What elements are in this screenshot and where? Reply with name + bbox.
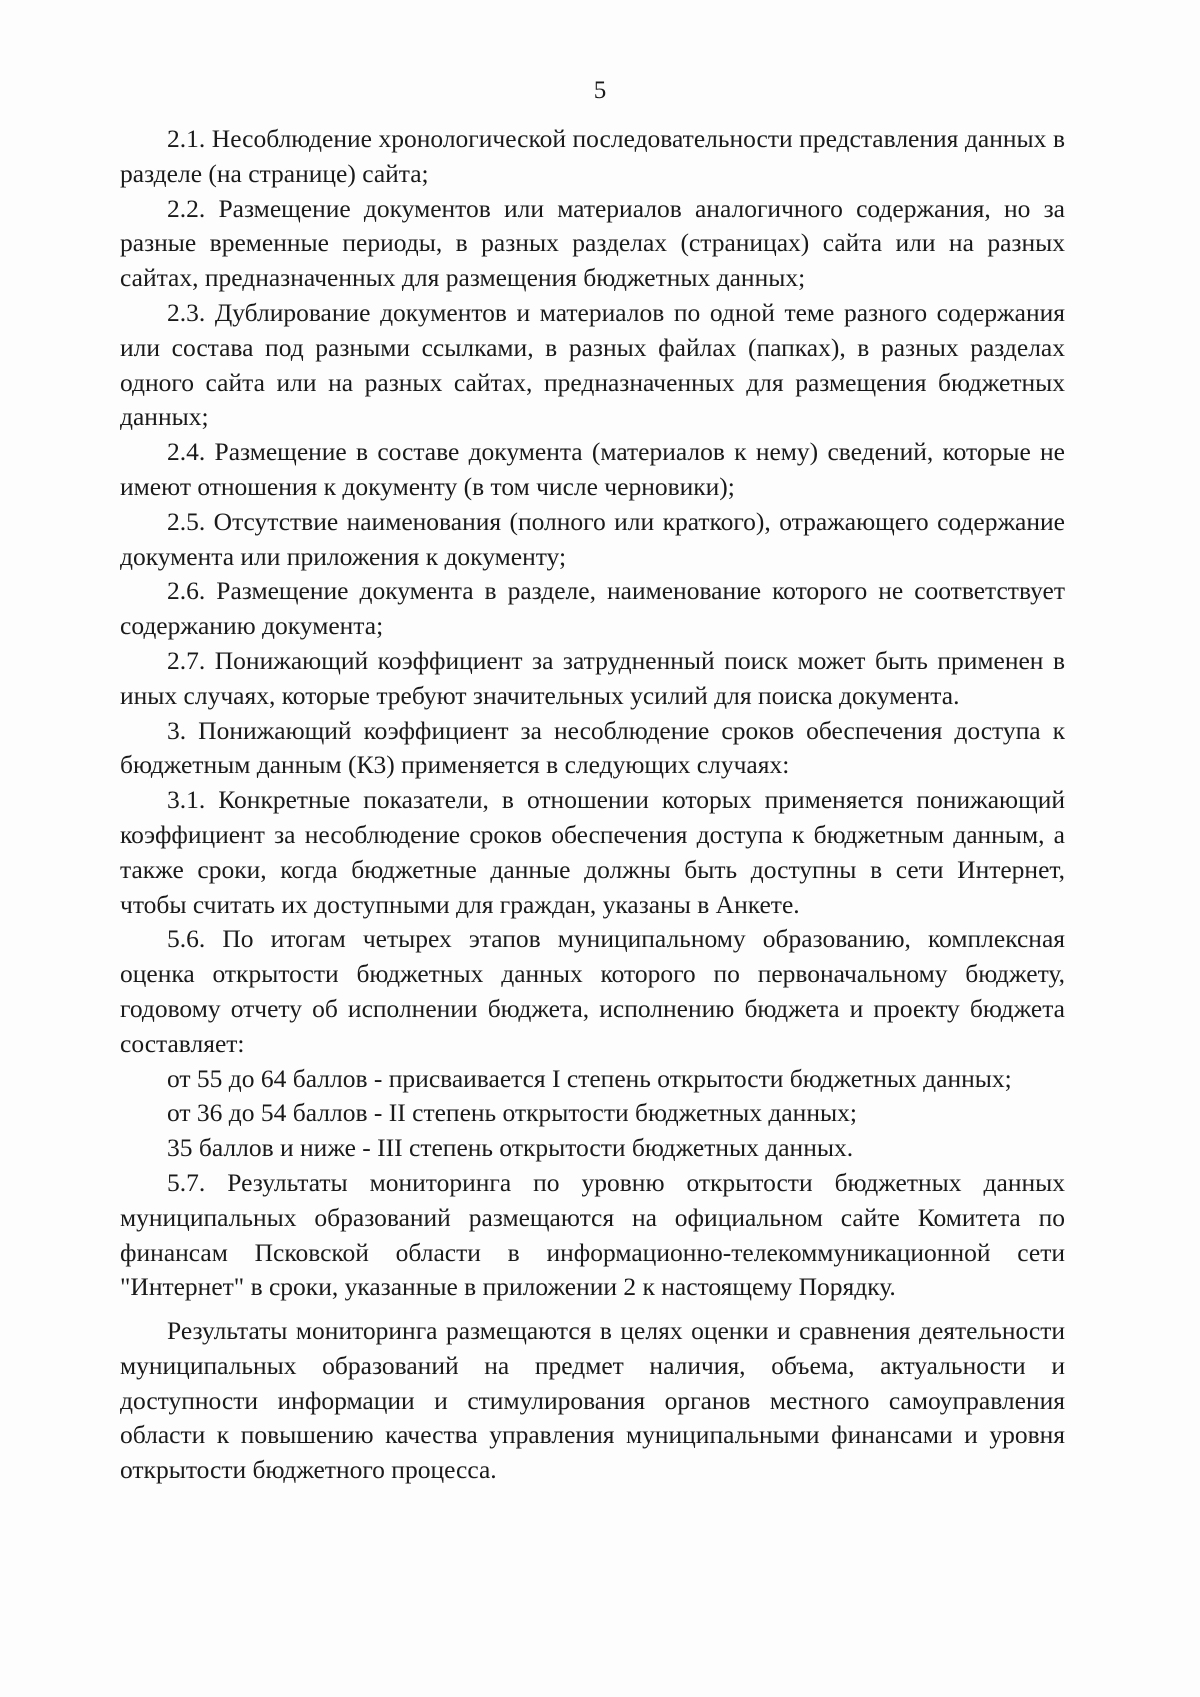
degree-two-line: от 36 до 54 баллов - II степень открытости бюджетных данных; bbox=[167, 1098, 857, 1128]
degree-three-line: 35 баллов и ниже - III степень открытости бюджетных данных. bbox=[167, 1133, 854, 1163]
paragraph-3: 3. Понижающий коэффициент за несоблюдение сроков обеспечения доступа к бюджетным данным (К3) применяется в следующих случаях: bbox=[120, 715, 1065, 780]
paragraph-2-4: 2.4. Размещение в составе документа (материалов к нему) сведений, которые не имеют отношения к документу (в том числе черновики); bbox=[120, 437, 1065, 501]
paragraph-2-5: 2.5. Отсутствие наименования (полного или краткого), отражающего содержание документа или приложения к документу; bbox=[120, 506, 1065, 571]
paragraph-results: Результаты мониторинга размещаются в целях оценки и сравнения деятельности муниципальных образований на предмет наличия, объема, актуальности и доступности информации и стимулирования органов местного самоуправления области к повышению качества управления муниципальными финансами и уровня открытости бюджетного процесса. bbox=[120, 1316, 1065, 1485]
paragraph-2-6: 2.6. Размещение документа в разделе, наименование которого не соответствует содержанию документа; bbox=[120, 576, 1065, 641]
paragraph-2-2: 2.2. Размещение документов или материалов аналогичного содержания, но за разные временные периоды, в разных разделах (страницах) сайта или на разных сайтах, предназначенных для размещения бюджетных данных; bbox=[120, 193, 1065, 293]
paragraph-2-7: 2.7. Понижающий коэффициент за затрудненный поиск может быть применен в иных случаях, которые требуют значительных усилий для поиска документа. bbox=[120, 645, 1065, 710]
paragraph-5-6: 5.6. По итогам четырех этапов муниципальному образованию, комплексная оценка открытости бюджетных данных которого по первоначальному бюджету, годовому отчету об исполнении бюджета, исполнению бюджета и проекту бюджета составляет: bbox=[120, 924, 1065, 1058]
paragraph-2-3: 2.3. Дублирование документов и материалов по одной теме разного содержания или состава под разными ссылками, в разных файлах (папках), в разных разделах одного сайта или на разных сайтах, предназначенных для размещения бюджетных данных; bbox=[120, 297, 1065, 432]
paragraph-2-1: 2.1. Несоблюдение хронологической последовательности представления данных в разделе (на странице) сайта; bbox=[120, 124, 1065, 188]
document-body bbox=[120, 122, 1065, 1488]
page-number: 5 bbox=[593, 77, 607, 104]
paragraph-5-7: 5.7. Результаты мониторинга по уровню открытости бюджетных данных муниципальных образований размещаются на официальном сайте Комитета по финансам Псковской области в информационно-телекоммуникационной сети "Интернет" в сроки, указанные в приложении 2 к настоящему Порядку. bbox=[120, 1167, 1065, 1302]
paragraph-3-1: 3.1. Конкретные показатели, в отношении которых применяется понижающий коэффициент за несоблюдение сроков обеспечения доступа к бюджетным данным, а также сроки, когда бюджетные данные должны быть доступны в сети Интернет, чтобы считать их доступными для граждан, указаны в Анкете. bbox=[120, 785, 1065, 919]
degree-one-line: от 55 до 64 баллов - присваивается I степень открытости бюджетных данных; bbox=[167, 1063, 1012, 1093]
